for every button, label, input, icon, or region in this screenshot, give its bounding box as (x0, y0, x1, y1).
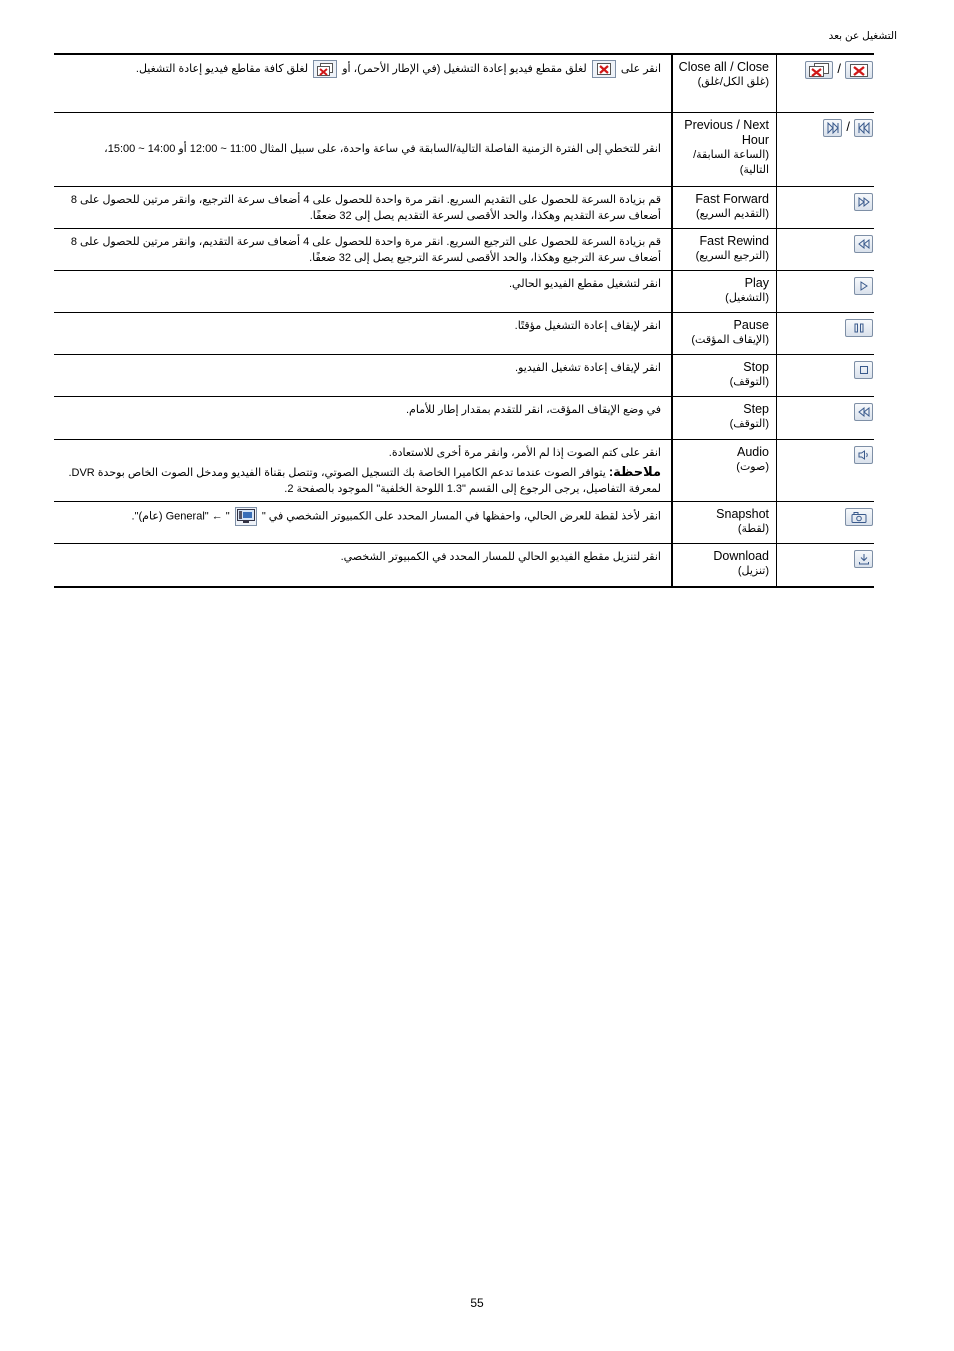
name-ar: (الساعة السابقة/التالية) (693, 149, 769, 176)
table-row (54, 229, 874, 271)
row-icons (777, 113, 874, 186)
section-title: التشغيل عن بعد (828, 30, 897, 42)
name-en: Play (744, 276, 769, 290)
step-icon[interactable] (854, 403, 873, 421)
row-name (673, 113, 777, 186)
row-icons (777, 440, 874, 501)
previous-hour-icon[interactable] (854, 119, 873, 137)
desc-text: لغلق كافة مقاطع فيديو إعادة التشغيل. (135, 62, 309, 75)
controls-table (54, 53, 874, 588)
desc-text: انقر على (620, 62, 661, 75)
desc-text: انقر لتنزيل مقطع الفيديو الحالي للمسار المحدد في الكمبيوتر الشخصي. (340, 551, 661, 563)
play-icon[interactable] (854, 277, 873, 295)
row-description (54, 55, 673, 112)
name-en: Snapshot (716, 507, 769, 521)
desc-text: انقر لإيقاف إعادة تشغيل الفيديو. (515, 362, 661, 374)
row-name (673, 544, 777, 586)
name-en: Close all / Close (678, 60, 769, 74)
name-ar: (تنزيل) (737, 565, 769, 577)
row-icons (777, 271, 874, 312)
name-en: Stop (743, 360, 769, 374)
row-icons (777, 355, 874, 396)
note-label: ملاحظة: (608, 464, 661, 479)
desc-text: انقر على كتم الصوت إذا لم الأمر، وانقر مرة أخرى للاستعادة. (388, 447, 661, 459)
name-ar: (غلق الكل/غلق) (697, 76, 769, 88)
table-row (54, 113, 874, 187)
row-description (54, 440, 673, 501)
name-ar: (التشغيل) (725, 292, 769, 304)
row-name (673, 229, 777, 270)
desc-text: انقر للتخطي إلى الفترة الزمنية الفاصلة التالية/السابقة في ساعة واحدة، على سبيل المثال 11:00 ~ 12:00 أو 14:00 ~ 15:00، (104, 143, 661, 155)
row-description (54, 313, 673, 354)
close-all-icon (313, 60, 337, 78)
row-name (673, 271, 777, 312)
download-icon[interactable] (854, 550, 873, 568)
name-ar: (التوقف) (729, 418, 769, 430)
table-row (54, 440, 874, 502)
row-icons (777, 544, 874, 586)
close-all-icon[interactable] (805, 61, 833, 79)
row-icons (777, 55, 874, 112)
desc-text: قم بزيادة السرعة للحصول على الترجيع السريع. انقر مرة واحدة للحصول على 4 أضعاف سرعة التقديم، وانقر مرتين للحصول على 8 أضعاف سرعة الترجيع وهكذا، والحد الأقصى لسرعة الترجيع يصل إلى 32 ضعفًا. (70, 236, 661, 264)
row-description (54, 355, 673, 396)
fast-forward-icon[interactable] (854, 193, 873, 211)
desc-text: انقر لأخذ لقطة للعرض الحالي، واحفظها في المسار المحدد على الكمبيوتر الشخصي في " (261, 510, 661, 523)
name-ar: (الترجيع السريع) (695, 250, 769, 262)
stop-icon[interactable] (854, 361, 873, 379)
name-ar: (التوقف) (729, 376, 769, 388)
table-row (54, 313, 874, 355)
name-ar: (لقطة) (737, 523, 769, 535)
table-row (54, 271, 874, 313)
next-hour-icon[interactable] (823, 119, 842, 137)
table-row (54, 55, 874, 113)
table-row (54, 397, 874, 440)
row-description (54, 187, 673, 228)
name-ar: (صوت) (736, 461, 769, 473)
row-name (673, 313, 777, 354)
table-row (54, 355, 874, 397)
row-name (673, 355, 777, 396)
pause-icon[interactable] (845, 319, 873, 337)
desc-text: انقر لتشغيل مقطع الفيديو الحالي. (509, 278, 661, 290)
page-number: 55 (470, 1296, 484, 1310)
row-name (673, 55, 777, 112)
table-row (54, 544, 874, 586)
row-icons (777, 187, 874, 228)
close-icon[interactable] (845, 61, 873, 79)
row-name (673, 440, 777, 501)
audio-icon[interactable] (854, 446, 873, 464)
name-en: Step (743, 402, 769, 416)
row-name (673, 397, 777, 439)
row-name (673, 502, 777, 543)
desc-text: " ← "General (عام)". (131, 510, 230, 523)
name-en: Previous / Next Hour (684, 118, 769, 147)
separator: / (846, 119, 850, 134)
desc-text: انقر لإيقاف إعادة التشغيل مؤقتًا. (514, 320, 661, 332)
desc-text: لغلق مقطع فيديو إعادة التشغيل (في الإطار الأحمر)، أو (342, 62, 587, 75)
row-name (673, 187, 777, 228)
note (62, 464, 661, 497)
row-icons (777, 229, 874, 270)
row-description (54, 502, 673, 543)
name-en: Pause (733, 318, 769, 332)
fast-rewind-icon[interactable] (854, 235, 873, 253)
name-ar: (التقديم السريع) (695, 208, 769, 220)
row-icons (777, 502, 874, 543)
name-en: Audio (737, 445, 769, 459)
desc-text: قم بزيادة السرعة للحصول على التقديم السريع. انقر مرة واحدة للحصول على 4 أضعاف سرعة الترجيع، وانقر مرتين للحصول على 8 أضعاف سرعة التقديم وهكذا، والحد الأقصى لسرعة التقديم يصل إلى 32 ضعفًا. (70, 194, 661, 222)
name-ar: (الإيقاف المؤقت) (691, 334, 769, 346)
row-description (54, 271, 673, 312)
name-en: Fast Forward (695, 192, 769, 206)
row-icons (777, 313, 874, 354)
snapshot-icon[interactable] (845, 508, 873, 526)
row-description (54, 113, 673, 186)
table-row (54, 502, 874, 544)
close-icon (592, 60, 616, 78)
name-en: Download (713, 549, 769, 563)
row-icons (777, 397, 874, 439)
desc-text: في وضع الإيقاف المؤقت، انقر للتقدم بمقدار إطار للأمام. (406, 404, 661, 416)
row-description (54, 229, 673, 270)
note-text: يتوافر الصوت عندما تدعم الكاميرا الخاصة بك التسجيل الصوتي، وتتصل بقناة الفيديو ومدخل الصوت الخاص بوحدة DVR. لمعرفة التفاصيل، يرجى الرجوع إلى القسم "1.3 اللوحة الخلفية" الموجود بالصفحة 2. (68, 467, 661, 495)
row-description (54, 397, 673, 439)
settings-config-icon (235, 507, 257, 526)
row-description (54, 544, 673, 586)
name-en: Fast Rewind (699, 234, 769, 248)
separator: / (837, 61, 841, 76)
table-row (54, 187, 874, 229)
